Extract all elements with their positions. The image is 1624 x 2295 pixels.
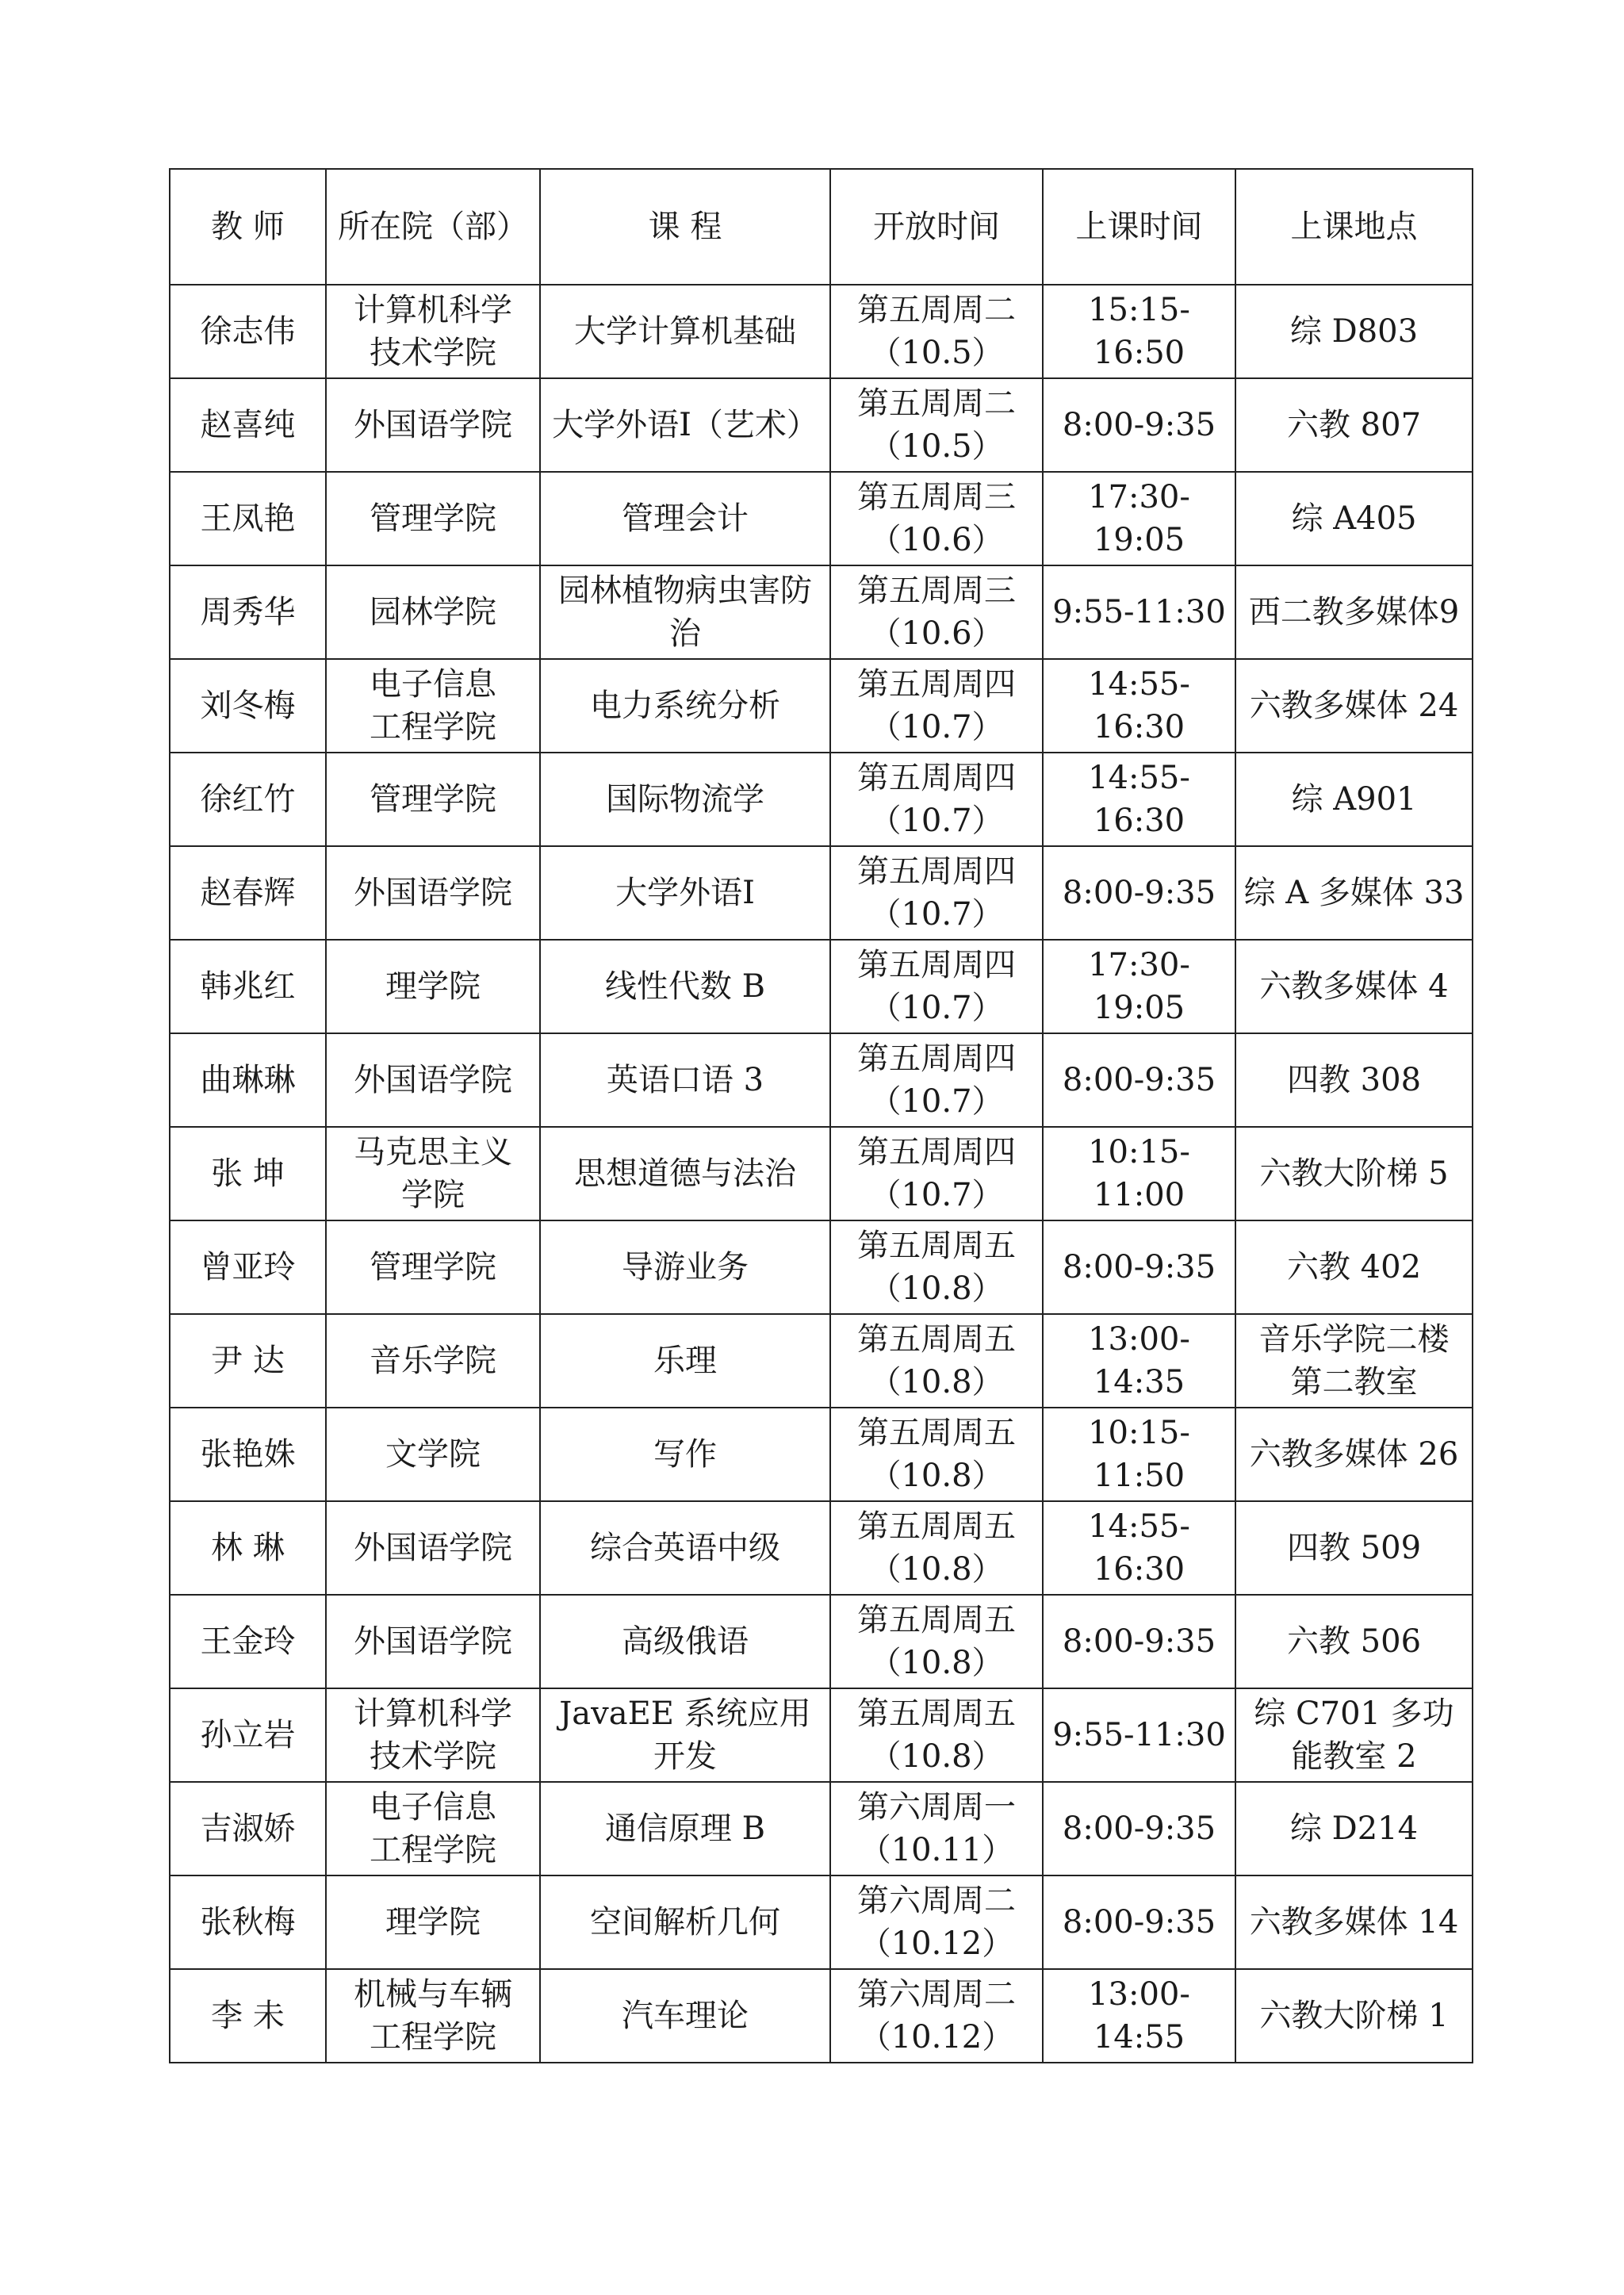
cell-department: 外国语学院	[326, 846, 540, 940]
cell-class-time: 9:55-11:30	[1043, 1688, 1235, 1782]
cell-location: 四教 308	[1235, 1033, 1473, 1127]
cell-department: 管理学院	[326, 753, 540, 846]
cell-department: 理学院	[326, 1875, 540, 1969]
cell-teacher: 李 未	[170, 1969, 326, 2063]
cell-class-time: 8:00-9:35	[1043, 378, 1235, 472]
header-course: 课 程	[540, 169, 830, 285]
cell-course: 国际物流学	[540, 753, 830, 846]
cell-course: 大学外语Ⅰ（艺术）	[540, 378, 830, 472]
cell-location: 综 C701 多功 能教室 2	[1235, 1688, 1473, 1782]
cell-location: 六教大阶梯 1	[1235, 1969, 1473, 2063]
cell-course: 思想道德与法治	[540, 1127, 830, 1220]
cell-class-time: 9:55-11:30	[1043, 565, 1235, 659]
table-row	[170, 1220, 1473, 1314]
table-row	[170, 1875, 1473, 1969]
cell-teacher: 赵喜纯	[170, 378, 326, 472]
table-body	[170, 285, 1473, 2063]
cell-location: 综 A405	[1235, 472, 1473, 565]
cell-open-time: 第五周周四 （10.7）	[830, 846, 1043, 940]
cell-location: 综 A901	[1235, 753, 1473, 846]
cell-course: 汽车理论	[540, 1969, 830, 2063]
cell-class-time: 8:00-9:35	[1043, 1033, 1235, 1127]
cell-location: 六教 402	[1235, 1220, 1473, 1314]
cell-teacher: 张 坤	[170, 1127, 326, 1220]
cell-open-time: 第五周周五 （10.8）	[830, 1595, 1043, 1688]
cell-department: 电子信息 工程学院	[326, 1782, 540, 1875]
cell-department: 外国语学院	[326, 378, 540, 472]
table-row	[170, 1969, 1473, 2063]
header-department: 所在院（部）	[326, 169, 540, 285]
cell-course: 管理会计	[540, 472, 830, 565]
cell-course: 高级俄语	[540, 1595, 830, 1688]
cell-location: 六教大阶梯 5	[1235, 1127, 1473, 1220]
table-row	[170, 285, 1473, 378]
table-row	[170, 846, 1473, 940]
cell-open-time: 第六周周一 （10.11）	[830, 1782, 1043, 1875]
cell-teacher: 王凤艳	[170, 472, 326, 565]
cell-class-time: 13:00-14:35	[1043, 1314, 1235, 1408]
open-class-schedule-table	[169, 168, 1473, 2063]
cell-class-time: 10:15-11:50	[1043, 1408, 1235, 1501]
cell-open-time: 第五周周四 （10.7）	[830, 1127, 1043, 1220]
header-teacher: 教 师	[170, 169, 326, 285]
cell-department: 音乐学院	[326, 1314, 540, 1408]
cell-course: 综合英语中级	[540, 1501, 830, 1595]
cell-open-time: 第五周周四 （10.7）	[830, 659, 1043, 753]
cell-course: 大学外语Ⅰ	[540, 846, 830, 940]
cell-department: 管理学院	[326, 1220, 540, 1314]
cell-open-time: 第六周周二 （10.12）	[830, 1969, 1043, 2063]
cell-location: 综 A 多媒体 33	[1235, 846, 1473, 940]
cell-location: 综 D803	[1235, 285, 1473, 378]
cell-open-time: 第五周周五 （10.8）	[830, 1408, 1043, 1501]
cell-teacher: 徐红竹	[170, 753, 326, 846]
header-location: 上课地点	[1235, 169, 1473, 285]
cell-open-time: 第五周周四 （10.7）	[830, 940, 1043, 1033]
cell-course: 大学计算机基础	[540, 285, 830, 378]
cell-department: 园林学院	[326, 565, 540, 659]
cell-teacher: 张秋梅	[170, 1875, 326, 1969]
cell-class-time: 8:00-9:35	[1043, 1595, 1235, 1688]
cell-course: JavaEE 系统应用开发	[540, 1688, 830, 1782]
cell-teacher: 韩兆红	[170, 940, 326, 1033]
cell-teacher: 王金玲	[170, 1595, 326, 1688]
cell-teacher: 孙立岩	[170, 1688, 326, 1782]
cell-class-time: 17:30-19:05	[1043, 940, 1235, 1033]
cell-location: 音乐学院二楼 第二教室	[1235, 1314, 1473, 1408]
cell-class-time: 8:00-9:35	[1043, 846, 1235, 940]
table-header-row	[170, 169, 1473, 285]
table-row	[170, 1314, 1473, 1408]
cell-class-time: 17:30-19:05	[1043, 472, 1235, 565]
cell-open-time: 第六周周二 （10.12）	[830, 1875, 1043, 1969]
cell-location: 六教多媒体 26	[1235, 1408, 1473, 1501]
table-row	[170, 1782, 1473, 1875]
cell-class-time: 13:00-14:55	[1043, 1969, 1235, 2063]
cell-class-time: 15:15-16:50	[1043, 285, 1235, 378]
cell-teacher: 尹 达	[170, 1314, 326, 1408]
table-row	[170, 1033, 1473, 1127]
cell-class-time: 10:15-11:00	[1043, 1127, 1235, 1220]
cell-course: 空间解析几何	[540, 1875, 830, 1969]
cell-course: 通信原理 B	[540, 1782, 830, 1875]
cell-department: 外国语学院	[326, 1033, 540, 1127]
cell-open-time: 第五周周五 （10.8）	[830, 1688, 1043, 1782]
cell-teacher: 刘冬梅	[170, 659, 326, 753]
cell-teacher: 林 琳	[170, 1501, 326, 1595]
cell-department: 理学院	[326, 940, 540, 1033]
table-row	[170, 472, 1473, 565]
table-row	[170, 1501, 1473, 1595]
cell-course: 电力系统分析	[540, 659, 830, 753]
cell-open-time: 第五周周五 （10.8）	[830, 1314, 1043, 1408]
cell-teacher: 周秀华	[170, 565, 326, 659]
cell-location: 六教多媒体 14	[1235, 1875, 1473, 1969]
cell-course: 园林植物病虫害防治	[540, 565, 830, 659]
cell-location: 西二教多媒体9	[1235, 565, 1473, 659]
cell-department: 计算机科学 技术学院	[326, 285, 540, 378]
cell-teacher: 赵春辉	[170, 846, 326, 940]
cell-location: 六教 506	[1235, 1595, 1473, 1688]
cell-class-time: 14:55-16:30	[1043, 753, 1235, 846]
table-row	[170, 1595, 1473, 1688]
cell-teacher: 张艳姝	[170, 1408, 326, 1501]
cell-open-time: 第五周周五 （10.8）	[830, 1501, 1043, 1595]
cell-location: 四教 509	[1235, 1501, 1473, 1595]
cell-department: 机械与车辆 工程学院	[326, 1969, 540, 2063]
table-row	[170, 940, 1473, 1033]
cell-department: 外国语学院	[326, 1595, 540, 1688]
cell-class-time: 8:00-9:35	[1043, 1220, 1235, 1314]
cell-department: 文学院	[326, 1408, 540, 1501]
cell-location: 六教多媒体 24	[1235, 659, 1473, 753]
cell-class-time: 14:55-16:30	[1043, 659, 1235, 753]
cell-open-time: 第五周周二 （10.5）	[830, 285, 1043, 378]
cell-course: 写作	[540, 1408, 830, 1501]
cell-department: 马克思主义 学院	[326, 1127, 540, 1220]
cell-course: 导游业务	[540, 1220, 830, 1314]
cell-teacher: 徐志伟	[170, 285, 326, 378]
table-row	[170, 1127, 1473, 1220]
cell-teacher: 曲琳琳	[170, 1033, 326, 1127]
cell-location: 综 D214	[1235, 1782, 1473, 1875]
table-row	[170, 659, 1473, 753]
cell-class-time: 8:00-9:35	[1043, 1875, 1235, 1969]
table-row	[170, 378, 1473, 472]
cell-teacher: 曾亚玲	[170, 1220, 326, 1314]
header-class-time: 上课时间	[1043, 169, 1235, 285]
cell-open-time: 第五周周四 （10.7）	[830, 1033, 1043, 1127]
cell-open-time: 第五周周三 （10.6）	[830, 565, 1043, 659]
header-open-time: 开放时间	[830, 169, 1043, 285]
cell-open-time: 第五周周三 （10.6）	[830, 472, 1043, 565]
document-page	[169, 168, 1473, 2063]
cell-department: 电子信息 工程学院	[326, 659, 540, 753]
cell-open-time: 第五周周二 （10.5）	[830, 378, 1043, 472]
cell-open-time: 第五周周四 （10.7）	[830, 753, 1043, 846]
table-row	[170, 1408, 1473, 1501]
cell-location: 六教多媒体 4	[1235, 940, 1473, 1033]
table-row	[170, 565, 1473, 659]
cell-course: 乐理	[540, 1314, 830, 1408]
table-row	[170, 753, 1473, 846]
cell-teacher: 吉淑娇	[170, 1782, 326, 1875]
cell-department: 计算机科学 技术学院	[326, 1688, 540, 1782]
cell-course: 线性代数 B	[540, 940, 830, 1033]
cell-course: 英语口语 3	[540, 1033, 830, 1127]
cell-department: 外国语学院	[326, 1501, 540, 1595]
cell-open-time: 第五周周五 （10.8）	[830, 1220, 1043, 1314]
cell-class-time: 8:00-9:35	[1043, 1782, 1235, 1875]
table-row	[170, 1688, 1473, 1782]
cell-department: 管理学院	[326, 472, 540, 565]
cell-class-time: 14:55-16:30	[1043, 1501, 1235, 1595]
cell-location: 六教 807	[1235, 378, 1473, 472]
